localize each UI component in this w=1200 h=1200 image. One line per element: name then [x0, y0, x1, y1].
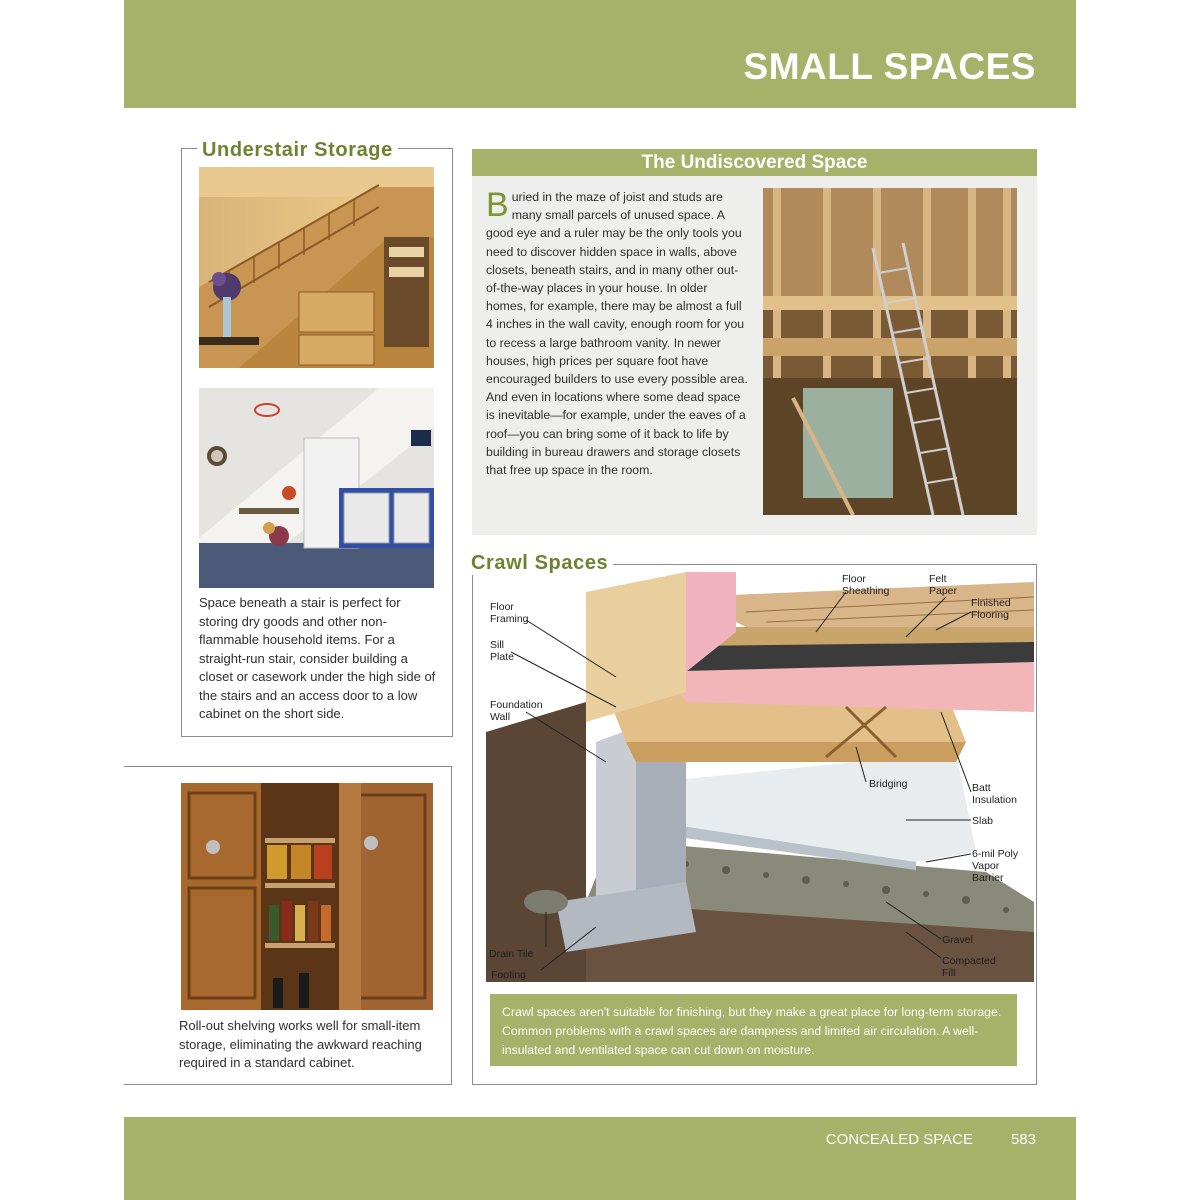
label-slab: Slab	[972, 815, 994, 827]
undiscovered-dropcap: B	[486, 186, 509, 224]
undiscovered-framing-photo	[763, 188, 1017, 515]
label-batt-insulation: Batt Insulation	[972, 782, 1017, 806]
label-felt-paper: Felt Paper	[929, 573, 958, 597]
crawl-caption: Crawl spaces aren't suitable for finishing, but they make a great place for long-term storage. Common problems with a crawl spaces are dampness and limited air circulation. A well-insulated and ventilated space can cut down on moisture.	[490, 994, 1017, 1066]
footer-section-name: CONCEALED SPACE	[825, 1131, 973, 1148]
label-finished-flooring: Finished Flooring	[971, 597, 1011, 621]
undiscovered-panel	[472, 149, 1037, 535]
label-sill-plate: Sill Plate	[490, 639, 514, 663]
rollout-cabinet-photo	[181, 783, 433, 1010]
crawl-title: Crawl Spaces	[466, 552, 613, 575]
label-footing: Footing	[491, 969, 527, 981]
understair-title: Understair Storage	[197, 139, 398, 162]
undiscovered-title: The Undiscovered Space	[472, 149, 1037, 176]
rollout-caption: Roll-out shelving works well for small-item storage, eliminating the awkward reaching required in a standard cabinet.	[179, 1018, 422, 1070]
label-drain-tile: Drain Tile	[489, 948, 534, 960]
understair-stair-photo	[199, 167, 434, 368]
page-title: SMALL SPACES	[743, 46, 1036, 87]
label-bridging: Bridging	[869, 778, 908, 790]
undiscovered-text: uried in the maze of joist and studs are many small parcels of unused space. A good eye and a ruler may be the only tools you need to discover hidden space in walls, above closets, beneath stairs, and in many other out-of-the-way places in your house. In older homes, for example, there may be almost a full 4 inches in the wall cavity, enough room for you to recess a large bathroom vanity. In newer houses, high prices per square foot have encouraged builders to use every possible area. And even in locations where some dead space is inevitable—for example, under the eaves of a roof—you can bring some of it back to life by building in bureau drawers and storage closets that free up space in the room.	[486, 190, 748, 478]
label-floor-framing: Floor Framing	[490, 601, 529, 625]
label-gravel: Gravel	[942, 934, 973, 946]
label-foundation-wall: Foundation Wall	[490, 699, 543, 723]
label-vapor-barrier: 6-mil Poly Vapor Barrier	[972, 848, 1019, 884]
label-compacted-fill: Compacted Fill	[942, 955, 996, 979]
page-number: 583	[1010, 1131, 1036, 1148]
label-floor-sheathing: Floor Sheathing	[842, 573, 890, 597]
crawl-diagram	[486, 572, 1034, 982]
footer-band	[124, 1117, 1076, 1200]
understair-caption: Space beneath a stair is perfect for storing dry goods and other non-flammable household items. For a straight-run stair, consider building a closet or casework under the high side of the stairs and an access door to a low cabinet on the short side.	[199, 595, 436, 721]
understair-basement-photo	[199, 388, 434, 588]
header-band	[124, 0, 1076, 108]
undiscovered-body	[486, 188, 748, 479]
